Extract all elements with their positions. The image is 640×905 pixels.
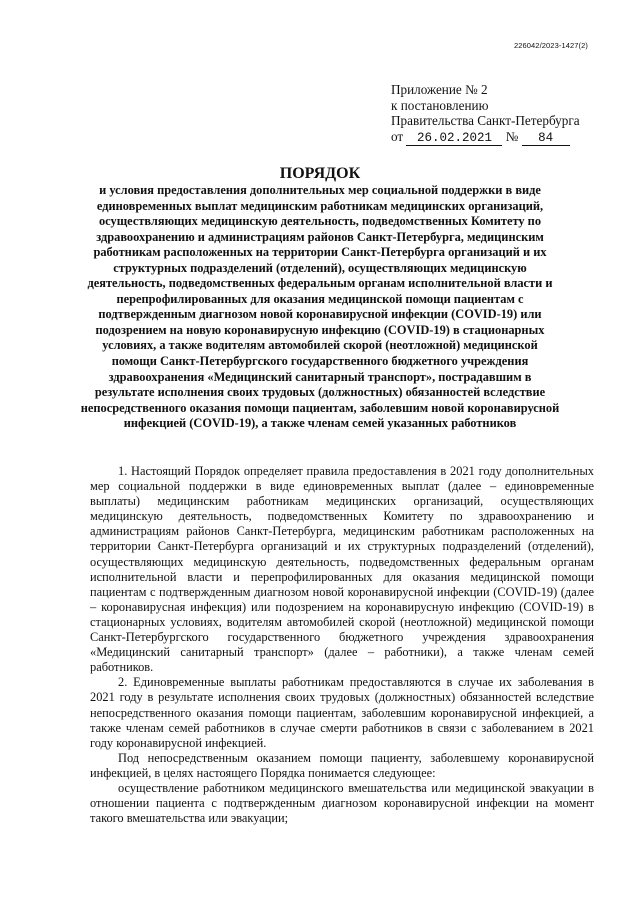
document-subtitle: и условия предоставления дополнительных мер социальной поддержки в виде единовременных выплат медицинским работникам медицинских организаций, осуществляющих медицинскую деятельность, подведомственных Комитету по здравоохранению и администрациям районов Санкт-Петербурга, медицинским работникам расположенных на территории Санкт-Петербурга организаций и их структурных подразделений (отделений), осуществляющих медицинскую деятельность, подведомственных федеральным органам исполнительной власти и перепрофилированных для оказания медицинской помощи пациентам с подтвержденным диагнозом новой коронавирусной инфекции (COVID-19) или подозрением на новую коронавирусную инфекцию (COVID-19) в стационарных условиях, а также водителям автомобилей скорой (неотложной) медицинской помощи Санкт-Петербургского государственного бюджетного учреждения здравоохранения «Медицинский санитарный транспорт», пострадавшим в результате исполнения своих трудовых (должностных) обязанностей вследствие непосредственного оказания помощи пациентам, заболевшим новой коронавирусной инфекцией (COVID-19), а также членам семей указанных работников: [80, 183, 560, 431]
appendix-government: Правительства Санкт-Петербурга: [391, 113, 580, 128]
paragraph-3: Под непосредственным оказанием помощи пациенту, заболевшему коронавирусной инфекцией, в целях настоящего Порядка понимается следующее:: [90, 750, 594, 780]
resolution-date: 26.02.2021: [406, 132, 502, 146]
paragraph-1: 1. Настоящий Порядок определяет правила предоставления в 2021 году дополнительных мер социальной поддержки в виде единовременных выплат (далее – единовременные выплаты) медицинским работникам медицинских организаций, осуществляющих медицинскую деятельность, подведомственных Комитету по здравоохранению и администрациям районов Санкт-Петербурга, медицинским работникам расположенных на территории Санкт-Петербурга организаций и их структурных подразделений (отделений), осуществляющих медицинскую деятельность, подведомственных федеральным органам исполнительной власти и перепрофилированных для оказания медицинской помощи пациентам с подтвержденным диагнозом новой коронавирусной инфекции (COVID-19) (далее – коронавирусная инфекция) или подозрением на коронавирусную инфекцию (COVID-19) в стационарных условиях, водителям автомобилей скорой (неотложной) медицинской помощи Санкт-Петербургского государственного бюджетного учреждения здравоохранения «Медицинский санитарный транспорт» (далее – работники), а также членам семей работников.: [90, 464, 594, 675]
document-title: ПОРЯДОК: [279, 165, 361, 182]
appendix-to-resolution: к постановлению: [391, 97, 489, 113]
appendix-number: Приложение № 2: [391, 82, 488, 97]
number-prefix: №: [505, 128, 519, 144]
registration-stamp: 226042/2023-1427(2): [513, 41, 588, 50]
appendix-date-line: [391, 129, 591, 146]
from-prefix: от: [391, 128, 404, 144]
paragraph-4: осуществление работником медицинского вмешательства или медицинской эвакуации в отношении пациента с подтвержденным диагнозом коронавирусной инфекции на момент такого вмешательства или эвакуации;: [90, 780, 594, 826]
appendix-block: [391, 82, 591, 146]
resolution-number: 84: [522, 132, 570, 146]
paragraph-2: 2. Единовременные выплаты работникам предоставляются в случае их заболевания в 2021 году в результате исполнения своих трудовых (должностных) обязанностей вследствие непосредственного оказания помощи пациентам, заболевшим коронавирусной инфекцией, а также членам семей работников в случае смерти работников в связи с заболеванием в 2021 году коронавирусной инфекцией.: [90, 675, 594, 750]
document-body: [90, 464, 594, 826]
